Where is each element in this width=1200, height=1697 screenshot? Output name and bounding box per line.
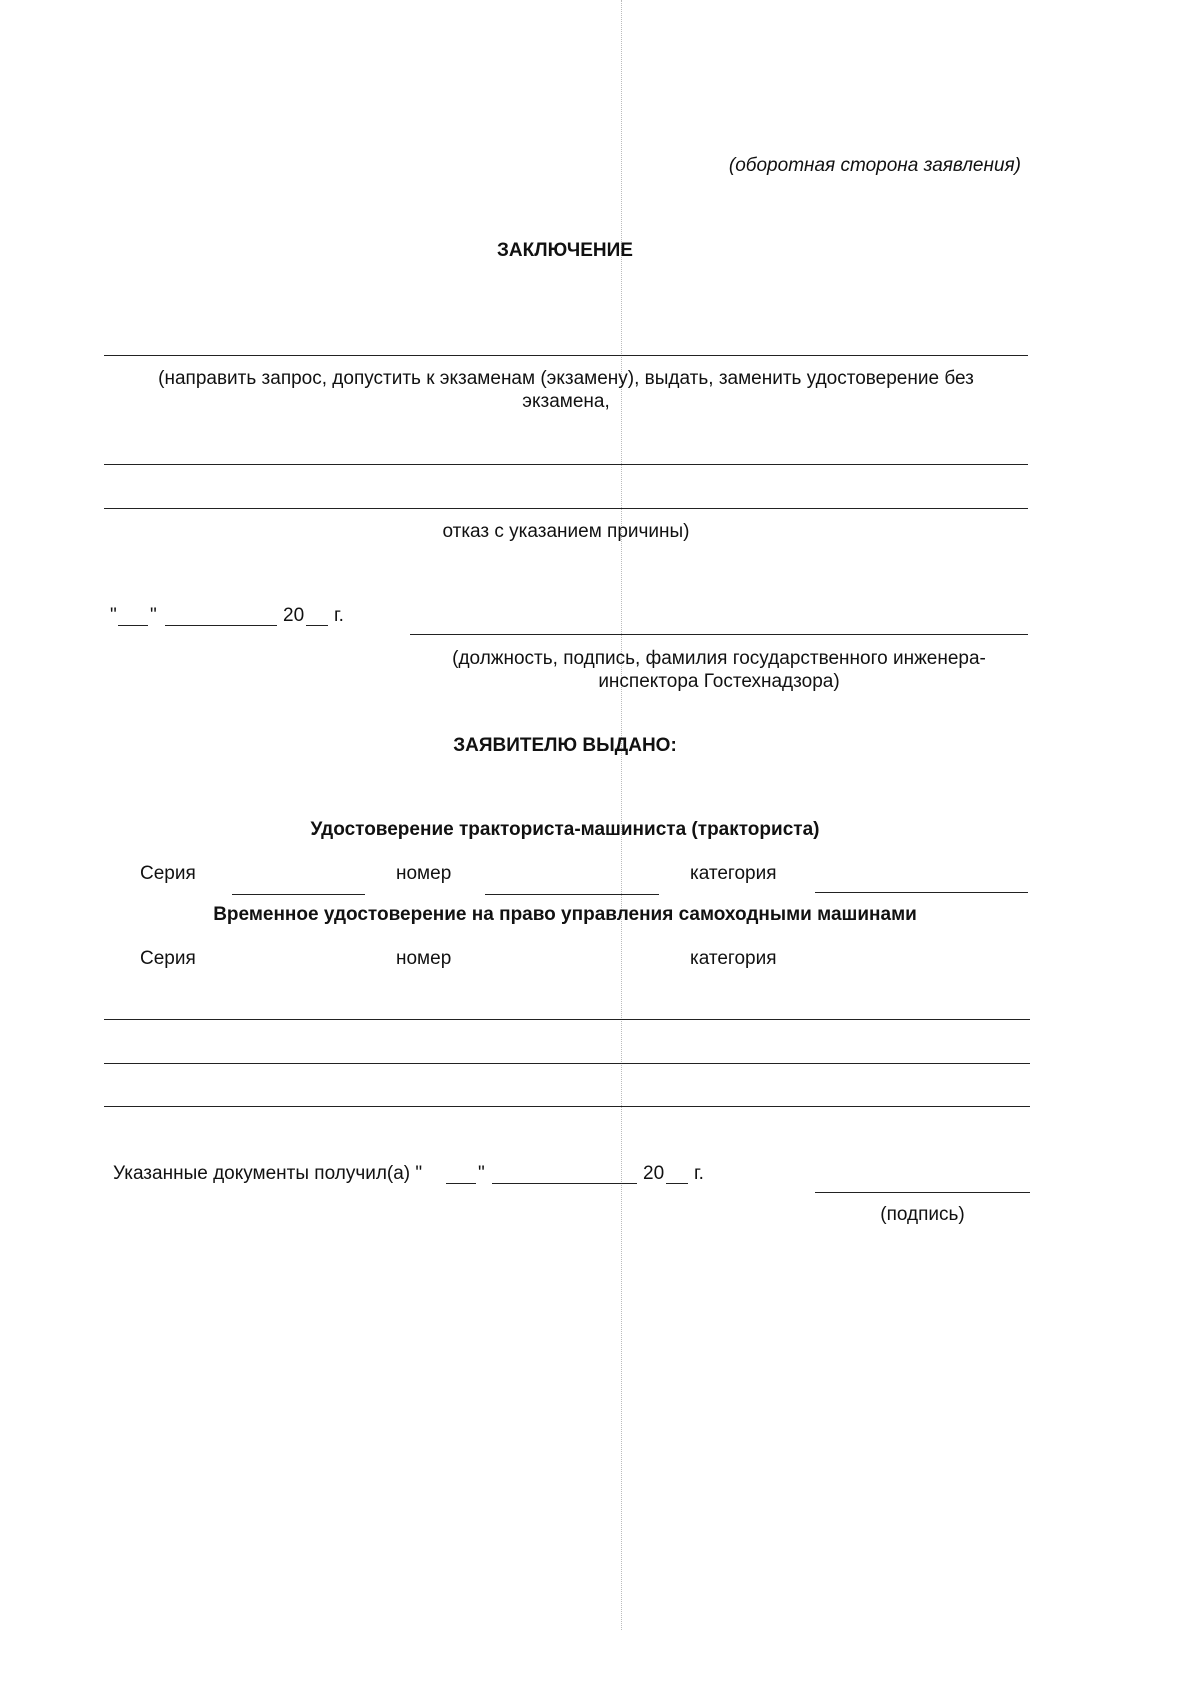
temp-series-label: Серия xyxy=(140,948,196,969)
receipt-quote-close: " xyxy=(478,1163,485,1184)
refusal-hint: отказ с указанием причины) xyxy=(442,521,690,542)
date-month-line xyxy=(165,625,277,626)
date-day-line xyxy=(118,625,148,626)
date-year-suffix: г. xyxy=(334,605,344,626)
back-side-note: (оборотная сторона заявления) xyxy=(728,155,1021,176)
temp-number-label: номер xyxy=(396,948,452,969)
cert-series-label: Серия xyxy=(140,863,196,884)
conclusion-hint-line2: экзамена, xyxy=(522,391,610,412)
inspector-signature-line xyxy=(410,634,1028,635)
cert-number-line xyxy=(485,894,659,895)
receipt-year-prefix: 20 xyxy=(643,1163,665,1184)
cert-number-label: номер xyxy=(396,863,452,884)
inspector-hint-line2: инспектора Гостехнадзора) xyxy=(598,671,840,692)
receipt-year-line xyxy=(666,1183,688,1184)
issued-line-2 xyxy=(104,1063,1030,1064)
conclusion-line-1 xyxy=(104,355,1028,356)
temp-cert-title: Временное удостоверение на право управления самоходными машинами xyxy=(213,904,917,925)
conclusion-line-2 xyxy=(104,464,1028,465)
cert-category-line xyxy=(815,892,1028,893)
conclusion-hint-line1: (направить запрос, допустить к экзаменам (экзамену), выдать, заменить удостоверение без xyxy=(158,368,974,389)
date-year-prefix: 20 xyxy=(283,605,305,626)
receipt-text: Указанные документы получил(а) " xyxy=(113,1163,423,1184)
date-year-line xyxy=(306,625,328,626)
cert-category-label: категория xyxy=(690,863,777,884)
receipt-year-suffix: г. xyxy=(694,1163,704,1184)
temp-category-label: категория xyxy=(690,948,777,969)
conclusion-title: ЗАКЛЮЧЕНИЕ xyxy=(497,240,633,261)
date-quote-open: " xyxy=(110,605,117,626)
cert-title: Удостоверение тракториста-машиниста (тракториста) xyxy=(310,819,820,840)
issued-title: ЗАЯВИТЕЛЮ ВЫДАНО: xyxy=(453,735,677,756)
receipt-day-line xyxy=(446,1183,476,1184)
inspector-hint-line1: (должность, подпись, фамилия государственного инженера- xyxy=(452,648,986,669)
issued-line-1 xyxy=(104,1019,1030,1020)
issued-line-3 xyxy=(104,1106,1030,1107)
receipt-month-line xyxy=(492,1183,637,1184)
receipt-signature-hint: (подпись) xyxy=(880,1204,965,1225)
receipt-signature-line xyxy=(815,1192,1030,1193)
conclusion-line-3 xyxy=(104,508,1028,509)
cert-series-line xyxy=(232,894,365,895)
date-quote-close: " xyxy=(150,605,157,626)
